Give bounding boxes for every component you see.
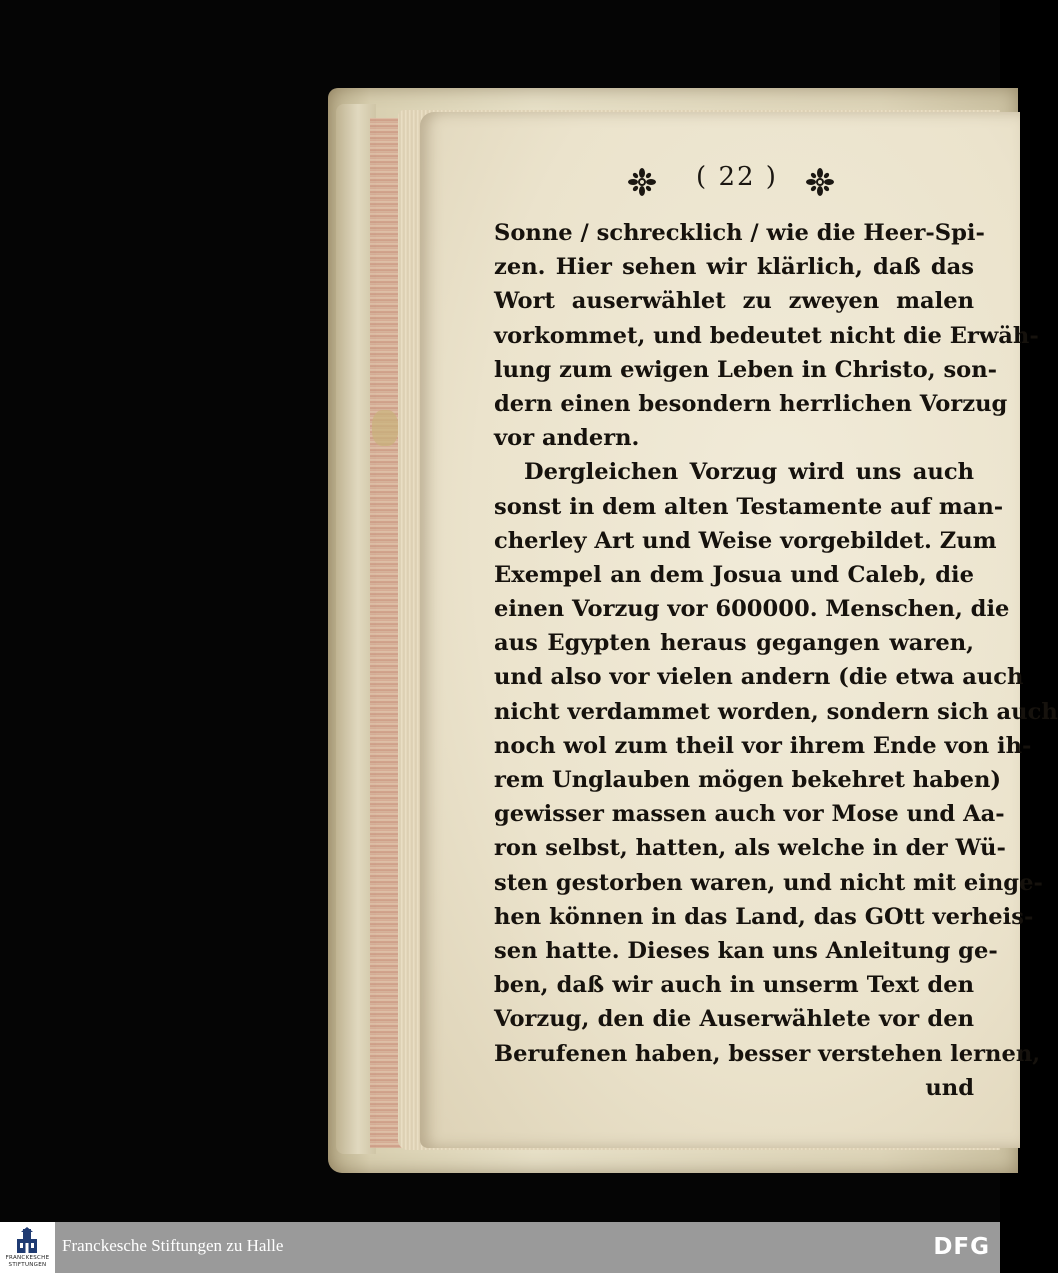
text-line: sonst in dem alten Testamente auf man- — [494, 493, 1004, 520]
paper-stain — [372, 410, 398, 446]
text-line: dern einen besondern herrlichen Vorzug — [494, 390, 1008, 417]
page-header — [620, 162, 840, 208]
footer-bar — [0, 1222, 1000, 1273]
page-number: ( 22 ) — [696, 162, 778, 192]
text-line: ron selbst, hatten, als welche in der Wü- — [494, 835, 1006, 862]
text-line: aus Egypten heraus gegangen waren, — [494, 630, 974, 657]
text-line: zen. Hier sehen wir klärlich, daß das — [494, 254, 974, 281]
text-line: vorkommet, und bedeutet nicht die Erwäh- — [494, 322, 1039, 349]
text-line: sten gestorben waren, und nicht mit einge- — [494, 869, 1043, 896]
floral-ornament-icon — [628, 168, 656, 196]
text-line: Dergleichen Vorzug wird uns auch — [524, 459, 974, 486]
page-text — [494, 216, 1058, 1105]
institution-name[interactable]: Franckesche Stiftungen zu Halle — [62, 1236, 284, 1255]
catchword: und — [925, 1074, 974, 1101]
text-line: einen Vorzug vor 600000. Menschen, die — [494, 596, 1010, 623]
text-line: rem Unglauben mögen bekehret haben) — [494, 767, 1002, 793]
text-line: sen hatte. Dieses kan uns Anleitung ge- — [494, 937, 998, 964]
text-line: nicht verdammet worden, sondern sich auch — [494, 698, 1058, 725]
text-line: ben, daß wir auch in unserm Text den — [494, 972, 974, 999]
text-line: Wort auserwählet zu zweyen malen — [494, 288, 974, 315]
floral-ornament-icon — [806, 168, 834, 196]
franckesche-stiftungen-logo-icon — [14, 1227, 40, 1255]
text-line: Berufenen haben, besser verstehen lernen, — [494, 1040, 1041, 1067]
text-line: und also vor vielen andern (die etwa auch — [494, 664, 1024, 691]
dfg-logo[interactable]: DFG — [933, 1234, 990, 1260]
text-line: Vorzug, den die Auserwählete vor den — [494, 1006, 974, 1033]
institution-logo[interactable] — [0, 1222, 55, 1273]
text-line: lung zum ewigen Leben in Christo, son- — [494, 356, 998, 383]
text-line: cherley Art und Weise vorgebildet. Zum — [494, 527, 997, 554]
logo-caption: FRANCKESCHE STIFTUNGEN — [5, 1255, 50, 1268]
text-line: Sonne / schrecklich / wie die Heer-Spi- — [494, 220, 985, 246]
text-line: vor andern. — [494, 425, 640, 452]
text-line: hen können in das Land, das GOtt verheis- — [494, 903, 1034, 930]
text-line: Exempel an dem Josua und Caleb, die — [494, 561, 974, 588]
text-line: gewisser massen auch vor Mose und Aa- — [494, 801, 1005, 828]
text-line: noch wol zum theil vor ihrem Ende von ih- — [494, 732, 1032, 759]
